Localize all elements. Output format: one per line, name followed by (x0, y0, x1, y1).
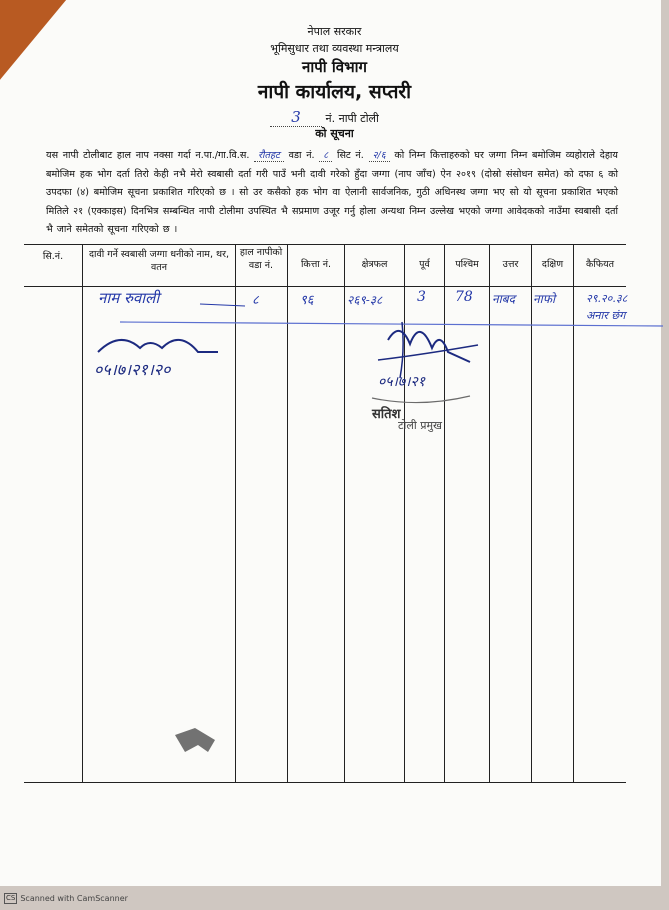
row-east: 3 (417, 289, 426, 305)
th-south: दक्षिण (541, 259, 564, 270)
notice-title: को सूचना (315, 127, 354, 140)
municipality-value: रौतहट (254, 150, 284, 162)
th-east: पूर्व (419, 259, 430, 270)
scanner-footer (4, 893, 128, 904)
notice-part1: यस नापी टोलीबाट हाल नाप नक्सा गर्दा न.पा./गा.वि.स. (46, 150, 250, 161)
sheet-value: २/६ (369, 150, 390, 162)
th-area: क्षेत्रफल (361, 259, 388, 270)
signature-1-icon (98, 340, 218, 352)
row-west: 78 (455, 289, 473, 305)
ward-value: ८ (319, 150, 332, 162)
notice-part2: वडा नं. (288, 150, 315, 161)
scanner-text: Scanned with CamScanner (20, 894, 128, 903)
row-remarks-2: अनार छंग (586, 309, 626, 322)
header-ministry: भूमिसुधार तथा व्यवस्था मन्त्रालय (270, 42, 399, 55)
th-remarks: कैफियत (585, 259, 614, 270)
th-west: पश्चिम (455, 259, 479, 270)
header-office: नापी कार्यालय, सप्तरी (257, 81, 412, 103)
ink-underline (120, 322, 663, 326)
team-number: 3 (270, 108, 322, 127)
team-label: नं. नापी टोली (325, 112, 379, 125)
row-kitta: ९६ (300, 293, 314, 308)
row-remarks-1: २९.२०.३८ (586, 292, 628, 305)
th-ward: हाल नापीको वडा नं. (239, 247, 283, 271)
signature-2-date: ०५।७।२१ (378, 374, 426, 390)
row-south: नाफो (533, 292, 556, 306)
ink-stroke (200, 304, 245, 306)
stamp-stroke (372, 396, 470, 403)
th-kitta: कित्ता नं. (300, 259, 332, 270)
header-department: नापी विभाग (302, 58, 367, 76)
header-govt: नेपाल सरकार (307, 25, 362, 38)
notice-part4: को निम्न कित्ताहरुको घर जग्गा निम्न बमोजिम व्यहोराले देहाय बमोजिम हक भोग दर्ता तिरो केही नभै मेरो स्वबासी दर्ता गरी पाउँ भनी दावी गरेको हुँदा जग्गा (नाप जाँच) ऐन २०१९ (दोस्रो संसोधन समेत) को दफा ६ को उपदफा (४) बमोजिम सूचना प्रकाशित गरिएको छ । सो उर कसैको हक भोग वा ऐलानी सार्वजनिक, गुठी अधिनस्थ जग्गा भए सो यो सूचना प्रकाशित भएको मितिले २१ (एक्काइस) दिनभित्र सम्बन्धित नापी टोलीमा उपस्थित भै सप्रमाण उजूर गर्नु होला अन्यथा निम्न उल्लेख भएको जग्गा आवेदकको नाउँमा स्वबासी दर्ता भै जाने समेतको सूचना गरिएको छ । (46, 150, 618, 235)
row-area: २६९-३८ (347, 293, 383, 307)
row-ward: ८ (252, 293, 259, 308)
th-north: उत्तर (502, 259, 519, 270)
notice-part3: सिट नं. (336, 150, 364, 161)
stamp-text: सतिश (372, 407, 401, 422)
ink-smudge (175, 728, 215, 752)
signature-2-strokes (378, 322, 478, 378)
claimant-name: नाम रुवाली (98, 289, 160, 307)
th-sn: सि.नं. (42, 251, 64, 262)
signature-1-date: ०५।७।२१।२० (94, 360, 171, 379)
camscanner-icon: CS (6, 894, 16, 902)
stamp-text-2: टोली प्रमुख (398, 419, 443, 432)
th-claimant: दावी गर्ने स्वबासी जग्गा धनीको नाम, थर, वतन (88, 249, 229, 273)
row-north: नाबद (492, 292, 515, 306)
